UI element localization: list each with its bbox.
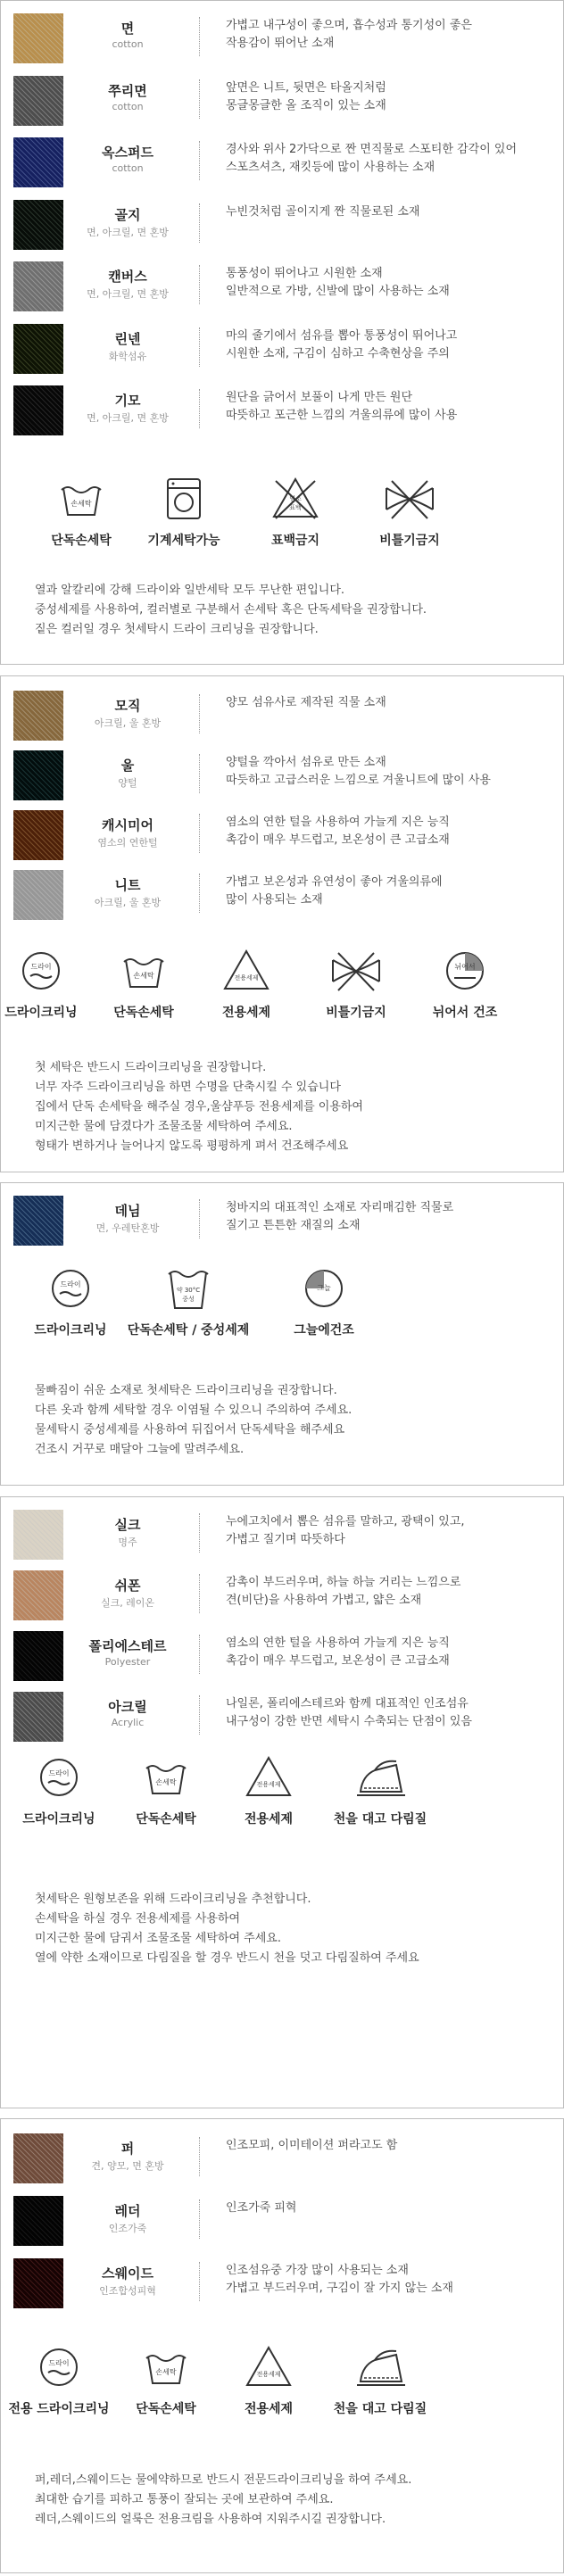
- description-line: 몽글몽글한 올 조직이 있는 소재: [226, 98, 386, 112]
- fabric-description: [226, 814, 556, 849]
- fabric-row: [1, 805, 564, 866]
- fabric-name: 쭈리면: [108, 82, 147, 99]
- fabric-subtitle: 면, 아크릴, 면 혼방: [87, 412, 169, 424]
- description-line: 인조모피, 이미테이션 퍼라고도 함: [226, 2139, 398, 2152]
- care-notes: [35, 1058, 552, 1156]
- care-label: 드라이크리닝: [34, 1323, 107, 1338]
- fabric-section: [0, 1182, 564, 1486]
- cashmere-swatch-icon: [13, 810, 63, 860]
- description-line: 따뜻하고 포근한 느낌의 겨울의류에 많이 사용: [226, 409, 458, 422]
- fabric-subtitle: 인조가죽: [108, 2223, 147, 2234]
- fabric-row: [1, 2253, 564, 2314]
- description-line: 염소의 연한 털을 사용하여 가늘게 지은 능직: [226, 816, 450, 829]
- fabric-name: 기모: [114, 393, 141, 409]
- fabric-description: [226, 1635, 556, 1670]
- care-label: 표백금지: [270, 534, 320, 548]
- care-label: 전용 드라이크리닝: [8, 2402, 110, 2416]
- care-symbol: [14, 1752, 104, 1827]
- dry-clean-icon: [30, 1752, 87, 1802]
- fabric-description: [226, 389, 556, 425]
- care-note-line: 미지근한 물에 담겼다가 조물조물 세탁하여 주세요.: [35, 1120, 293, 1133]
- care-note-line: 물세탁시 중성세제를 사용하여 뒤집어서 단독세탁을 해주세요: [35, 1423, 345, 1437]
- dotted-divider: [199, 327, 200, 367]
- hand-wash-icon: [53, 474, 110, 524]
- care-label: 뉘어서 건조: [432, 1006, 498, 1020]
- fabric-name: 모직: [114, 698, 141, 714]
- svg-text:뉘어서: 뉘어서: [454, 963, 476, 971]
- description-line: 나일론, 폴리에스테르와 함께 대표적인 인조섬유: [226, 1697, 469, 1710]
- description-line: 시원한 소재, 구김이 심하고 수축현상을 주의: [226, 346, 450, 360]
- description-line: 감촉이 부드러우며, 하늘 하늘 거리는 느낌으로: [226, 1576, 461, 1589]
- fabric-subtitle: cotton: [112, 100, 144, 112]
- svg-text:전용세제: 전용세제: [256, 2371, 281, 2378]
- fabric-subtitle: cotton: [112, 38, 144, 50]
- care-label: 드라이크리닝: [22, 1812, 95, 1826]
- linen-swatch-icon: [13, 324, 63, 374]
- dotted-divider: [199, 1513, 200, 1553]
- fabric-row: [1, 865, 564, 925]
- description-line: 경사와 위사 2가닥으로 짠 면직물로 스포티한 감각이 있어: [226, 143, 518, 156]
- svg-text:손세탁: 손세탁: [70, 500, 92, 508]
- care-label: 단독손세탁: [51, 534, 112, 548]
- care-label: 비틀기금지: [379, 534, 440, 548]
- description-line: 스포츠셔츠, 재킷등에 많이 사용하는 소재: [226, 161, 435, 174]
- description-line: 견(비단)을 사용하여 가볍고, 얇은 소재: [226, 1594, 422, 1607]
- dotted-divider: [199, 814, 200, 853]
- care-note-line: 너무 자주 드라이크리닝을 하면 수명을 단축시킬 수 있습니다: [35, 1081, 341, 1094]
- hand-wash-icon: [137, 2342, 195, 2392]
- description-line: 가볍고 보온성과 유연성이 좋아 겨울의류에: [226, 875, 443, 889]
- description-line: 누에고치에서 뽑은 섬유를 말하고, 광택이 있고,: [226, 1515, 465, 1528]
- care-label: 천을 대고 다림질: [333, 2402, 427, 2416]
- care-note-line: 형태가 변하거나 늘어나지 않도록 평평하게 펴서 건조해주세요: [35, 1139, 349, 1153]
- svg-text:전용세제: 전용세제: [256, 1781, 281, 1788]
- fabric-description: [226, 1695, 556, 1731]
- care-symbol: [333, 2342, 427, 2417]
- care-symbol: [139, 474, 228, 549]
- fabric-subtitle: 견, 양모, 면 혼방: [91, 2160, 164, 2172]
- care-notes: [35, 1381, 552, 1460]
- care-note-line: 레더,스웨이드의 얼룩은 전용크림을 사용하여 지워주시길 권장합니다.: [35, 2513, 386, 2526]
- flat-dry-icon: [436, 946, 494, 996]
- machine-wash-icon: [155, 474, 212, 524]
- chiffon-swatch-icon: [13, 1570, 63, 1620]
- svg-text:전용세제: 전용세제: [234, 974, 259, 982]
- description-line: 작용감이 뛰어난 소재: [226, 37, 335, 50]
- svg-text:드라이: 드라이: [48, 2359, 70, 2367]
- fabric-description: [226, 694, 556, 712]
- fabric-name: 린넨: [114, 330, 141, 347]
- fabric-subtitle: 양털: [118, 777, 137, 789]
- care-note-line: 첫 세탁은 반드시 드라이크리닝을 권장합니다.: [35, 1061, 267, 1074]
- dotted-divider: [199, 2137, 200, 2176]
- care-symbol: [365, 474, 454, 549]
- description-line: 따듯하고 고급스러운 느낌으로 겨울니트에 많이 사용: [226, 774, 491, 787]
- description-line: 양털을 깍아서 섬유로 만든 소재: [226, 756, 386, 769]
- dotted-divider: [199, 1574, 200, 1613]
- fabric-row: [1, 2128, 564, 2189]
- brushed-swatch-icon: [13, 385, 63, 435]
- fabric-row: [1, 319, 564, 379]
- fabric-name: 면: [120, 21, 135, 37]
- fabric-row: [1, 685, 564, 746]
- silk-swatch-icon: [13, 1510, 63, 1560]
- dry-clean-icon: [12, 946, 70, 996]
- special-detergent-icon: [240, 1752, 297, 1802]
- fabric-subtitle: 면, 아크릴, 면 혼방: [87, 288, 169, 300]
- fabric-section: [0, 2118, 564, 2573]
- fabric-subtitle: Polyester: [104, 1656, 151, 1668]
- care-note-line: 첫세탁은 원형보존을 위해 드라이크리닝을 추천합니다.: [35, 1893, 311, 1906]
- fur-swatch-icon: [13, 2133, 63, 2183]
- fabric-subtitle: 염소의 연한털: [97, 837, 158, 849]
- oxford-swatch-icon: [13, 137, 63, 187]
- fabric-subtitle: Acrylic: [111, 1717, 145, 1728]
- fabric-description: [226, 874, 556, 909]
- care-symbol: [224, 2342, 313, 2417]
- care-label: 전용세제: [221, 1006, 271, 1020]
- description-line: 일반적으로 가방, 신발에 많이 사용하는 소재: [226, 285, 450, 298]
- description-line: 통풍성이 뛰어나고 시원한 소재: [226, 267, 383, 280]
- fabric-row: [1, 745, 564, 806]
- svg-text:염소: 염소: [289, 495, 302, 502]
- dotted-divider: [199, 203, 200, 243]
- iron-with-cloth-icon: [352, 2342, 409, 2392]
- fabric-row: [1, 2191, 564, 2251]
- fabric-row: [1, 380, 564, 441]
- special-detergent-icon: [218, 946, 275, 996]
- hand-wash-icon: [137, 1752, 195, 1802]
- fabric-section: [0, 1496, 564, 2108]
- care-notes: [35, 1890, 552, 1968]
- leather-swatch-icon: [13, 2196, 63, 2246]
- dry-clean-icon: [42, 1263, 99, 1313]
- description-line: 누빈것처럼 골이지게 짠 직물로된 소재: [226, 204, 420, 219]
- dotted-divider: [199, 874, 200, 913]
- care-symbol: [26, 1263, 115, 1338]
- fabric-description: [226, 2199, 556, 2217]
- no-bleach-icon: [267, 474, 324, 524]
- description-line: 촉감이 매우 부드럽고, 보온성이 큰 고급소재: [226, 1654, 450, 1668]
- care-symbol: [224, 1752, 313, 1827]
- fabric-name: 퍼: [120, 2141, 135, 2157]
- svg-text:손세탁: 손세탁: [155, 1778, 177, 1786]
- care-note-line: 열에 약한 소재이므로 다림질을 할 경우 반드시 천을 덧고 다림질하여 주세요: [35, 1951, 419, 1965]
- fabric-description: [226, 2262, 556, 2298]
- dotted-divider: [199, 1635, 200, 1674]
- dotted-divider: [199, 694, 200, 733]
- fabric-subtitle: 면, 우레탄혼방: [95, 1222, 160, 1234]
- fabric-description: [226, 79, 556, 115]
- fabric-name: 니트: [114, 877, 141, 893]
- fabric-row: [1, 1565, 564, 1626]
- fabric-name: 데님: [114, 1203, 141, 1219]
- care-label: 드라이크리닝: [4, 1006, 78, 1020]
- fabric-name: 스웨이드: [102, 2265, 153, 2282]
- care-symbol: [333, 1752, 427, 1827]
- dotted-divider: [199, 265, 200, 304]
- description-line: 촉감이 매우 부드럽고, 보온성이 큰 고급소재: [226, 833, 450, 847]
- fabric-description: [226, 1513, 556, 1549]
- fabric-row: [1, 1686, 564, 1747]
- dry-clean-icon: [30, 2342, 87, 2392]
- fabric-description: [226, 2137, 556, 2155]
- svg-text:약 30°C: 약 30°C: [176, 1287, 201, 1294]
- dotted-divider: [199, 79, 200, 119]
- fabric-description: [226, 754, 556, 790]
- svg-text:드라이: 드라이: [60, 1280, 81, 1288]
- care-symbol: [311, 946, 401, 1021]
- fabric-section: [0, 675, 564, 1172]
- suede-swatch-icon: [13, 2258, 63, 2308]
- description-line: 청바지의 대표적인 소재로 자리매김한 직물로: [226, 1201, 454, 1214]
- iron-with-cloth-icon: [352, 1752, 409, 1802]
- dotted-divider: [199, 1695, 200, 1735]
- fabric-subtitle: 아크릴, 울 혼방: [94, 897, 162, 908]
- fabric-description: [226, 1199, 556, 1235]
- care-note-line: 물빠짐이 쉬운 소재로 첫세탁은 드라이크리닝을 권장합니다.: [35, 1384, 337, 1397]
- description-line: 질기고 튼튼한 재질의 소재: [226, 1219, 361, 1232]
- care-note-line: 다른 옷과 함께 세탁할 경우 이염될 수 있으니 주의하여 주세요.: [35, 1404, 352, 1417]
- svg-text:손세탁: 손세탁: [155, 2368, 177, 2376]
- care-label: 단독손세탁 / 중성세제: [127, 1323, 250, 1338]
- care-note-line: 열과 알칼리에 강해 드라이와 일반세탁 모두 무난한 편입니다.: [35, 584, 345, 597]
- neutral-wash-icon: [160, 1263, 217, 1313]
- fabric-name: 캔버스: [108, 269, 147, 285]
- description-line: 가볍고 부드러우며, 구김이 잘 가지 않는 소재: [226, 2282, 453, 2295]
- svg-text:중성: 중성: [182, 1296, 195, 1303]
- dotted-divider: [199, 2262, 200, 2301]
- care-notes: [35, 581, 552, 640]
- fabric-description: [226, 327, 556, 363]
- fabric-section: [0, 0, 564, 665]
- fabric-name: 폴리에스테르: [88, 1638, 167, 1654]
- svg-text:손세탁: 손세탁: [133, 972, 154, 980]
- svg-text:드라이: 드라이: [30, 963, 52, 971]
- description-line: 가볍고 내구성이 좋으며, 흡수성과 통기성이 좋은: [226, 19, 472, 32]
- fabric-subtitle: cotton: [112, 162, 144, 174]
- fabric-description: [226, 1574, 556, 1610]
- care-label: 단독손세탁: [136, 2402, 196, 2416]
- acrylic-swatch-icon: [13, 1692, 63, 1742]
- terry-cotton-swatch-icon: [13, 76, 63, 126]
- fabric-name: 옥스퍼드: [102, 145, 153, 161]
- fabric-description: [226, 203, 556, 221]
- fabric-subtitle: 면, 아크릴, 면 혼방: [87, 226, 169, 238]
- dotted-divider: [199, 389, 200, 428]
- care-label: 천을 대고 다림질: [333, 1812, 427, 1826]
- care-note-line: 중성세제를 사용하여, 컬러별로 구분해서 손세탁 혹은 단독세탁을 권장합니다.: [35, 603, 427, 617]
- care-label: 단독손세탁: [113, 1006, 174, 1020]
- care-symbol: [8, 2342, 110, 2417]
- care-note-line: 짙은 컬러일 경우 첫세탁시 드라이 크리닝을 권장합니다.: [35, 623, 319, 636]
- description-line: 인조가죽 피혁: [226, 2201, 297, 2215]
- care-label: 전용세제: [244, 2402, 294, 2416]
- no-wring-icon: [328, 946, 385, 996]
- no-wring-icon: [381, 474, 438, 524]
- fabric-subtitle: 명주: [118, 1536, 137, 1548]
- svg-text:드라이: 드라이: [48, 1769, 70, 1777]
- care-notes: [35, 2471, 552, 2530]
- special-detergent-icon: [240, 2342, 297, 2392]
- care-label: 단독손세탁: [136, 1812, 196, 1826]
- description-line: 많이 사용되는 소재: [226, 893, 323, 907]
- fabric-description: [226, 141, 556, 177]
- fabric-name: 쉬폰: [114, 1578, 141, 1594]
- care-note-line: 미지근한 물에 담궈서 조물조물 세탁하여 주세요.: [35, 1932, 281, 1945]
- fabric-name: 레더: [114, 2203, 141, 2219]
- care-label: 기계세탁가능: [147, 534, 220, 548]
- care-symbol: [127, 1263, 250, 1338]
- care-label: 전용세제: [244, 1812, 294, 1826]
- description-line: 인조섬유중 가장 많이 사용되는 소재: [226, 2264, 409, 2277]
- care-note-line: 최대한 습기를 피하고 통풍이 잘되는 곳에 보관하여 주세요.: [35, 2493, 334, 2506]
- fabric-name: 골지: [114, 206, 141, 223]
- care-note-line: 건조시 거꾸로 매달아 그늘에 말려주세요.: [35, 1443, 245, 1456]
- description-line: 염소의 연한 털을 사용하여 가늘게 지은 능직: [226, 1636, 450, 1650]
- wool-swatch-icon: [13, 750, 63, 800]
- fabric-description: [226, 17, 556, 53]
- dotted-divider: [199, 141, 200, 180]
- dotted-divider: [199, 754, 200, 793]
- description-line: 마의 줄기에서 섬유를 뽑아 통풍성이 뛰어나고: [226, 328, 458, 343]
- fabric-name: 아크릴: [108, 1699, 147, 1715]
- svg-text:표백: 표백: [289, 504, 302, 511]
- description-line: 양모 섬유사로 제작된 직물 소재: [226, 696, 386, 709]
- cotton-swatch-icon: [13, 13, 63, 63]
- hand-wash-icon: [115, 946, 172, 996]
- fabric-row: [1, 195, 564, 255]
- fabric-subtitle: 화학섬유: [108, 350, 147, 362]
- care-label: 그늘에건조: [294, 1323, 354, 1338]
- care-symbol: [420, 946, 510, 1021]
- care-symbol: [279, 1263, 369, 1338]
- description-line: 가볍고 질기며 따뜻하다: [226, 1533, 345, 1546]
- fabric-subtitle: 인조합성피혁: [99, 2285, 156, 2297]
- fabric-name: 실크: [114, 1517, 141, 1533]
- care-label: 비틀기금지: [326, 1006, 386, 1020]
- care-symbol: [251, 474, 340, 549]
- knit-swatch-icon: [13, 870, 63, 920]
- fabric-description: [226, 265, 556, 301]
- care-note-line: 집에서 단독 손세탁을 해주실 경우,울샴푸등 전용세제를 이용하여: [35, 1100, 363, 1114]
- care-note-line: 손세탁을 하실 경우 전용세제를 사용하여: [35, 1912, 241, 1926]
- fabric-row: [1, 132, 564, 193]
- shade-dry-icon: [295, 1263, 352, 1313]
- fabric-name: 캐시미어: [102, 817, 153, 833]
- ribbed-swatch-icon: [13, 200, 63, 250]
- denim-swatch-icon: [13, 1196, 63, 1246]
- description-line: 원단을 긁어서 보풀이 나게 만든 원단: [226, 391, 413, 404]
- dotted-divider: [199, 1199, 200, 1238]
- care-symbol: [202, 946, 291, 1021]
- fabric-row: [1, 1504, 564, 1565]
- fabric-row: [1, 1626, 564, 1686]
- fabric-row: [1, 70, 564, 131]
- polyester-swatch-icon: [13, 1631, 63, 1681]
- fabric-subtitle: 아크릴, 울 혼방: [94, 717, 162, 729]
- fabric-name: 울: [120, 758, 135, 774]
- fabric-row: [1, 1190, 564, 1251]
- fabric-row: [1, 256, 564, 317]
- care-note-line: 퍼,레더,스웨이드는 물에약하므로 반드시 전문드라이크리닝을 하여 주세요.: [35, 2473, 412, 2487]
- fabric-row: [1, 8, 564, 69]
- fabric-subtitle: 실크, 레이온: [100, 1597, 155, 1609]
- description-line: 앞면은 니트, 뒷면은 타올지처럼: [226, 80, 386, 95]
- canvas-swatch-icon: [13, 261, 63, 311]
- svg-text:그늘: 그늘: [317, 1284, 331, 1292]
- dotted-divider: [199, 17, 200, 56]
- dotted-divider: [199, 2199, 200, 2239]
- wool-fabric-swatch-icon: [13, 691, 63, 741]
- description-line: 내구성이 강한 반면 세탁시 수축되는 단점이 있음: [226, 1715, 472, 1728]
